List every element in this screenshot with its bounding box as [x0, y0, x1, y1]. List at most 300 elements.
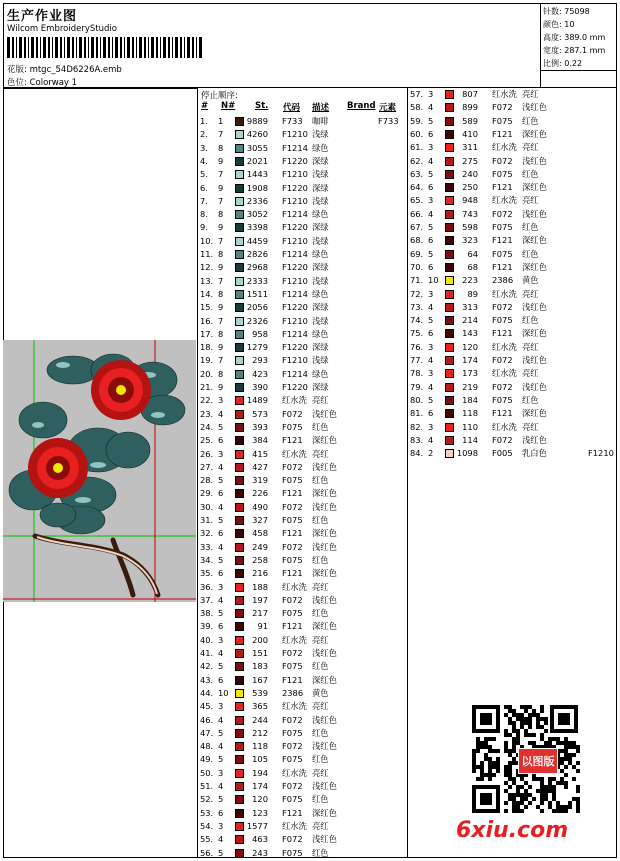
color-stop-row: [410, 181, 620, 194]
qr-module: [496, 749, 500, 753]
color-swatch: [235, 569, 244, 578]
qr-module: [512, 741, 516, 745]
row-needle: 8: [218, 249, 224, 259]
row-number: 48.: [200, 741, 214, 752]
row-needle: 3: [428, 421, 434, 432]
color-stop-row: [200, 394, 410, 407]
row-code: F075: [282, 608, 303, 619]
row-number: 59.: [410, 115, 424, 126]
row-code: F121: [492, 182, 513, 193]
row-number: 35.: [200, 568, 214, 579]
qr-module: [560, 769, 564, 773]
barcode-bar: [48, 37, 50, 58]
color-swatch: [445, 157, 454, 166]
row-code: F1214: [282, 328, 308, 339]
row-number: 56.: [200, 847, 214, 858]
row-needle: 4: [218, 781, 224, 791]
row-number: 37.: [200, 594, 214, 605]
row-stitches: 243: [252, 847, 268, 858]
color-swatch: [235, 489, 244, 498]
row-stitches: 393: [252, 421, 268, 432]
row-needle: 6: [218, 488, 224, 499]
row-stitches: 743: [462, 208, 478, 219]
row-number: 5.: [200, 169, 208, 180]
row-number: 61.: [410, 142, 424, 153]
qr-module: [528, 713, 532, 717]
row-needle: 9: [218, 302, 224, 313]
row-code: F1214: [282, 288, 308, 299]
row-stitches: 1511: [246, 288, 268, 299]
row-description: 深红色: [522, 128, 547, 139]
row-description: 咖啡: [312, 116, 329, 126]
row-description: 浅红色: [312, 781, 337, 791]
row-needle: 4: [428, 301, 434, 312]
row-needle: 3: [218, 448, 224, 459]
qr-module: [520, 801, 524, 805]
company-name: Wilcom EmbroideryStudio: [7, 24, 117, 34]
row-code: 红水洗: [282, 701, 307, 712]
color-stop-row: [200, 208, 410, 221]
row-description: 深绿: [312, 382, 329, 392]
color-swatch: [235, 782, 244, 791]
qr-module: [504, 713, 508, 717]
barcode-bar: [24, 37, 26, 58]
qr-module: [544, 721, 548, 725]
qr-module: [492, 765, 496, 769]
qr-module: [540, 797, 544, 801]
qr-module: [512, 757, 516, 761]
row-description: 绿色: [312, 142, 329, 153]
qr-module: [516, 785, 520, 789]
row-needle: 3: [428, 368, 434, 379]
row-needle: 5: [218, 554, 224, 565]
qr-module: [540, 717, 544, 721]
row-description: 绿色: [312, 249, 329, 259]
qr-module: [508, 749, 512, 753]
row-stitches: 212: [252, 727, 268, 738]
color-stop-row: [410, 394, 620, 407]
barcode-bar: [67, 37, 70, 58]
barcode-bar: [127, 37, 130, 58]
color-stop-row: [200, 820, 410, 833]
row-element: F1210: [588, 448, 614, 459]
color-stop-row: [410, 434, 620, 447]
barcode-bar: [40, 37, 41, 58]
qr-module: [532, 709, 536, 713]
row-code: F121: [492, 328, 513, 339]
row-stitches: 2336: [246, 195, 268, 206]
row-stitches: 807: [462, 89, 478, 99]
row-number: 33.: [200, 541, 214, 552]
row-stitches: 68: [467, 261, 478, 272]
row-description: 浅绿: [312, 355, 329, 366]
barcode-bar: [187, 37, 190, 58]
qr-module: [516, 805, 520, 809]
qr-module: [576, 789, 580, 793]
row-code: F1210: [282, 315, 308, 326]
color-stop-row: [200, 514, 410, 527]
row-needle: 8: [218, 368, 224, 379]
header-brand: Brand: [347, 101, 376, 111]
barcode-bar: [91, 37, 94, 58]
qr-module: [488, 765, 492, 769]
color-stop-row: [200, 501, 410, 514]
row-stitches: 3055: [246, 142, 268, 153]
color-swatch: [235, 529, 244, 538]
qr-module: [504, 809, 508, 813]
qr-module: [520, 705, 524, 709]
qr-module: [492, 737, 496, 741]
color-stop-row: [410, 88, 620, 101]
color-swatch: [235, 210, 244, 219]
row-code: 红水洗: [492, 195, 517, 206]
row-needle: 5: [428, 222, 434, 232]
qr-module: [476, 737, 480, 741]
row-needle: 5: [218, 794, 224, 805]
qr-module: [504, 733, 508, 737]
row-description: 绿色: [312, 288, 329, 299]
row-number: 39.: [200, 621, 214, 632]
color-stop-row: [200, 155, 410, 168]
row-description: 亮红: [522, 368, 539, 379]
row-stitches: 143: [462, 328, 478, 339]
color-stop-row: [200, 354, 410, 367]
qr-module: [516, 801, 520, 805]
qr-module: [524, 717, 528, 721]
barcode-bar: [172, 37, 173, 58]
row-needle: 6: [218, 528, 224, 539]
barcode-bar: [55, 37, 58, 58]
page-title: 生产作业图: [7, 9, 78, 24]
qr-module: [564, 785, 568, 789]
row-code: F1220: [282, 182, 308, 193]
row-needle: 4: [428, 381, 434, 392]
color-stop-row: [200, 261, 410, 274]
qr-module: [544, 785, 548, 789]
row-number: 43.: [200, 674, 214, 685]
color-swatch: [235, 596, 244, 605]
row-stitches: 173: [462, 368, 478, 379]
row-code: 红水洗: [492, 341, 517, 352]
qr-module: [540, 793, 544, 797]
color-swatch: [235, 729, 244, 738]
color-swatch: [445, 343, 454, 352]
row-element: F733: [378, 116, 399, 126]
qr-module: [484, 753, 488, 757]
row-number: 76.: [410, 341, 424, 352]
row-number: 67.: [410, 222, 424, 232]
qr-module: [520, 721, 524, 725]
barcode-bar: [160, 37, 161, 58]
color-stop-row: [200, 740, 410, 753]
row-description: 亮红: [312, 634, 329, 645]
qr-module: [552, 809, 556, 813]
row-stitches: 1489: [246, 395, 268, 406]
row-code: F072: [282, 781, 303, 791]
qr-module: [560, 757, 564, 761]
color-stop-row: [200, 368, 410, 381]
qr-module: [540, 725, 544, 729]
color-swatch: [235, 343, 244, 352]
row-needle: 6: [218, 568, 224, 579]
header-desc: 描述: [312, 103, 330, 113]
watermark: 6xiu.com: [456, 818, 569, 843]
row-stitches: 2968: [246, 262, 268, 273]
row-description: 深红色: [312, 674, 337, 685]
row-number: 66.: [410, 208, 424, 219]
color-swatch: [445, 103, 454, 112]
color-stop-row: [200, 780, 410, 793]
barcode-bar: [12, 37, 14, 58]
color-stop-row: [200, 235, 410, 248]
row-stitches: 9889: [246, 116, 268, 126]
row-needle: 5: [428, 168, 434, 179]
qr-module: [528, 721, 532, 725]
qr-module: [508, 765, 512, 769]
color-swatch: [235, 516, 244, 525]
row-needle: 4: [218, 741, 224, 752]
color-stop-row: [200, 128, 410, 141]
row-code: 红水洗: [282, 820, 307, 831]
qr-module: [524, 721, 528, 725]
row-stitches: 3052: [246, 209, 268, 220]
row-needle: 5: [218, 421, 224, 432]
row-code: F1210: [282, 169, 308, 180]
row-description: 浅红色: [312, 648, 337, 658]
row-code: F121: [282, 807, 303, 818]
row-description: 红色: [312, 554, 329, 565]
qr-finder: [558, 713, 570, 725]
barcode-bar: [79, 37, 82, 58]
colorway-label: 色位: Colorway 1: [7, 78, 78, 88]
qr-module: [472, 749, 476, 753]
row-number: 73.: [410, 301, 424, 312]
row-number: 54.: [200, 820, 214, 831]
qr-module: [532, 713, 536, 717]
row-stitches: 2021: [246, 155, 268, 166]
row-stitches: 200: [252, 634, 268, 645]
row-code: 红水洗: [492, 421, 517, 432]
qr-module: [472, 765, 476, 769]
qr-module: [532, 777, 536, 781]
row-description: 浅红色: [312, 714, 337, 725]
qr-module: [568, 745, 572, 749]
row-needle: 9: [218, 382, 224, 392]
qr-module: [480, 745, 484, 749]
qr-module: [576, 797, 580, 801]
row-code: F072: [492, 301, 513, 312]
color-stop-row: [200, 567, 410, 580]
row-code: F1220: [282, 382, 308, 392]
row-needle: 4: [218, 714, 224, 725]
row-code: F121: [282, 568, 303, 579]
barcode-bar: [124, 37, 125, 58]
qr-module: [560, 781, 564, 785]
qr-module: [488, 757, 492, 761]
row-code: F121: [282, 621, 303, 632]
row-stitches: 226: [252, 488, 268, 499]
qr-module: [488, 773, 492, 777]
qr-module: [528, 733, 532, 737]
qr-module: [540, 801, 544, 805]
qr-module: [512, 737, 516, 741]
qr-module: [564, 749, 568, 753]
color-stop-row: [410, 288, 620, 301]
color-swatch: [235, 583, 244, 592]
color-stop-row: [410, 194, 620, 207]
color-swatch: [445, 449, 454, 458]
row-code: F075: [492, 115, 513, 126]
color-stop-row: [410, 327, 620, 340]
row-needle: 6: [218, 674, 224, 685]
row-code: F1210: [282, 355, 308, 366]
qr-module: [504, 741, 508, 745]
color-swatch: [235, 250, 244, 259]
qr-module: [576, 749, 580, 753]
qr-module: [576, 805, 580, 809]
color-swatch: [235, 450, 244, 459]
color-swatch: [235, 689, 244, 698]
qr-module: [488, 761, 492, 765]
qr-module: [556, 805, 560, 809]
qr-module: [560, 741, 564, 745]
row-needle: 5: [218, 847, 224, 858]
color-stop-row: [200, 807, 410, 820]
qr-module: [568, 741, 572, 745]
row-description: 浅红色: [522, 381, 547, 392]
row-code: F072: [282, 501, 303, 512]
row-number: 13.: [200, 275, 214, 286]
row-number: 17.: [200, 328, 214, 339]
row-needle: 8: [218, 209, 224, 220]
color-swatch: [235, 662, 244, 671]
barcode-bar: [16, 37, 17, 58]
color-swatch: [235, 410, 244, 419]
row-description: 红色: [312, 661, 329, 672]
color-stop-row: [410, 367, 620, 380]
color-swatch: [235, 636, 244, 645]
row-number: 57.: [410, 89, 424, 99]
barcode-bar: [72, 37, 74, 58]
row-number: 4.: [200, 155, 208, 166]
qr-module: [512, 809, 516, 813]
color-swatch: [235, 436, 244, 445]
qr-module: [560, 761, 564, 765]
row-stitches: 327: [252, 515, 268, 525]
qr-module: [544, 797, 548, 801]
qr-module: [492, 773, 496, 777]
qr-module: [540, 777, 544, 781]
qr-module: [544, 741, 548, 745]
row-needle: 9: [218, 222, 224, 233]
row-number: 32.: [200, 528, 214, 539]
color-stop-row: [410, 168, 620, 181]
row-needle: 3: [218, 820, 224, 831]
color-swatch: [235, 463, 244, 472]
row-stitches: 458: [252, 528, 268, 539]
row-stitches: 948: [462, 195, 478, 206]
row-stitches: 1098: [456, 448, 478, 459]
row-description: 红色: [312, 794, 329, 805]
qr-module: [480, 769, 484, 773]
qr-module: [520, 713, 524, 717]
qr-module: [512, 745, 516, 749]
qr-module: [528, 741, 532, 745]
qr-module: [496, 765, 500, 769]
color-swatch: [235, 849, 244, 858]
row-description: 浅绿: [312, 169, 329, 180]
color-swatch: [235, 622, 244, 631]
qr-module: [516, 713, 520, 717]
row-number: 50.: [200, 767, 214, 778]
row-number: 18.: [200, 342, 214, 353]
row-stitches: 313: [462, 301, 478, 312]
qr-module: [508, 709, 512, 713]
row-number: 75.: [410, 328, 424, 339]
qr-module: [540, 709, 544, 713]
qr-module: [576, 745, 580, 749]
row-needle: 4: [428, 434, 434, 445]
row-number: 79.: [410, 381, 424, 392]
row-code: F075: [492, 315, 513, 326]
qr-module: [516, 809, 520, 813]
row-needle: 3: [218, 581, 224, 592]
row-code: F075: [282, 554, 303, 565]
color-swatch: [235, 317, 244, 326]
row-stitches: 194: [252, 767, 268, 778]
row-stitches: 384: [252, 435, 268, 446]
row-code: F121: [492, 261, 513, 272]
barcode-bar: [163, 37, 166, 58]
row-code: 红水洗: [492, 368, 517, 379]
row-number: 6.: [200, 182, 208, 193]
row-number: 51.: [200, 781, 214, 791]
row-description: 深红色: [312, 435, 337, 446]
qr-module: [504, 789, 508, 793]
row-code: F075: [492, 222, 513, 232]
color-swatch: [235, 503, 244, 512]
row-number: 38.: [200, 608, 214, 619]
color-stop-row: [410, 101, 620, 114]
row-stitches: 250: [462, 182, 478, 193]
row-needle: 4: [218, 594, 224, 605]
color-swatch: [445, 210, 454, 219]
row-description: 浅红色: [312, 541, 337, 552]
row-stitches: 4459: [246, 235, 268, 246]
row-code: 红水洗: [492, 142, 517, 153]
row-stitches: 1443: [246, 169, 268, 180]
barcode-bar: [103, 37, 106, 58]
qr-module: [512, 721, 516, 725]
row-number: 2.: [200, 129, 208, 140]
qr-module: [480, 773, 484, 777]
row-code: F121: [282, 435, 303, 446]
row-needle: 3: [428, 89, 434, 99]
qr-module: [552, 777, 556, 781]
barcode-bar: [108, 37, 110, 58]
row-description: 深红色: [312, 621, 337, 632]
color-swatch: [235, 609, 244, 618]
color-stop-row: [410, 221, 620, 234]
qr-module: [496, 769, 500, 773]
qr-module: [572, 741, 576, 745]
row-stitches: 64: [467, 248, 478, 259]
row-needle: 8: [218, 142, 224, 153]
row-description: 亮红: [312, 395, 329, 406]
row-needle: 7: [218, 195, 224, 206]
color-swatch: [445, 290, 454, 299]
row-stitches: 120: [462, 341, 478, 352]
